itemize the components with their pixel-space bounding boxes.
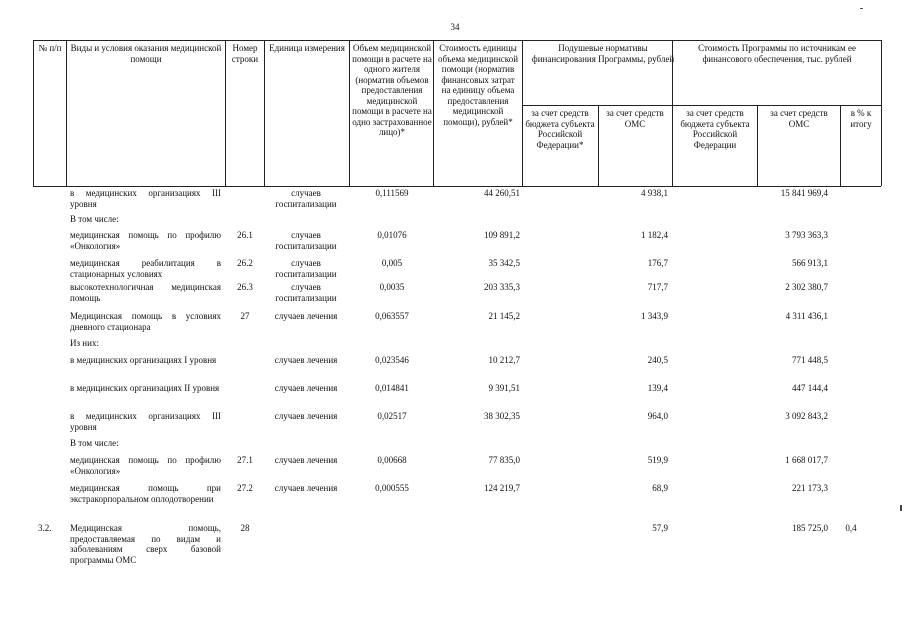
header-line: Номер строки: [231, 43, 259, 64]
row-oms: 519,9: [647, 455, 668, 465]
row-pct: 0,4: [845, 523, 857, 533]
row-oms: 1 343,9: [641, 311, 668, 321]
row-name: в медицинских организациях III уровня: [70, 411, 221, 432]
header-program-cost: Стоимость Программы по источникам ее финансового обеспечения, тыс. рублей: [698, 43, 856, 64]
row-cost: 77 835,0: [488, 455, 520, 465]
header-program-budget: за счет средств бюджета субъекта Российской Федерации: [680, 108, 750, 150]
row-volume: 0,014841: [375, 383, 409, 393]
row-unit: случаев лечения: [274, 411, 338, 421]
header-per-capita-oms: за счет средств ОМС: [606, 108, 664, 129]
row-program-oms: 3 793 363,3: [785, 230, 828, 240]
row-program-oms: 771 448,5: [792, 355, 828, 365]
row-oms: 240,5: [647, 355, 668, 365]
row-name: Медицинская помощь, предоставляемая по видам и заболеваниям сверх базовой программы ОМС: [70, 523, 221, 565]
row-oms: 4 938,1: [641, 188, 668, 198]
row-line: 26.2: [237, 258, 253, 268]
row-oms: 1 182,4: [641, 230, 668, 240]
row-line: 26.3: [237, 282, 253, 292]
row-cost: 44 260,51: [484, 188, 520, 198]
header-cost: Стоимость единицы объема медицинской помощи (норматив финансовых затрат на единицу объема предоставления медицинской помощи), рублей*: [437, 43, 519, 127]
row-volume: 0,02517: [377, 411, 407, 421]
header-program-pct: в % к итогу: [850, 108, 872, 129]
row-volume: 0,0035: [379, 282, 405, 292]
header-unit: Единица измерения: [269, 43, 345, 53]
row-unit: случаев лечения: [274, 355, 338, 365]
row-cost: 203 335,3: [484, 282, 520, 292]
row-volume: 0,023546: [375, 355, 409, 365]
header-program-oms: за счет средств ОМС: [770, 108, 828, 129]
row-name: в медицинских организациях II уровня: [70, 383, 220, 393]
header-num: № п/п: [38, 43, 62, 53]
row-line: 26.1: [237, 230, 253, 240]
row-cost: 10 212,7: [488, 355, 520, 365]
row-volume: 0,00668: [377, 455, 407, 465]
row-program-oms: 2 302 380,7: [785, 282, 828, 292]
row-oms: 176,7: [647, 258, 668, 268]
row-unit: случаев госпитализации: [275, 282, 337, 303]
row-volume: 0,111569: [375, 188, 409, 198]
row-program-oms: 15 841 969,4: [780, 188, 828, 198]
row-oms: 717,7: [647, 282, 668, 292]
row-program-oms: 4 311 436,1: [785, 311, 828, 321]
row-name: Медицинская помощь в условиях дневного стационара: [70, 311, 221, 332]
row-oms: 57,9: [652, 523, 668, 533]
row-unit: случаев госпитализации: [275, 258, 337, 279]
header-volume: Объем медицинской помощи в расчете на одного жителя (норматив объемов предоставления медицинской помощи в расчете на одно застрахованное лицо)*: [352, 43, 432, 137]
row-program-oms: 185 725,0: [792, 523, 828, 533]
header-per-capita-budget: за счет средств бюджета субъекта Российской Федерации*: [525, 108, 595, 150]
row-cost: 35 342,5: [488, 258, 520, 268]
row-volume: 0,005: [381, 258, 403, 268]
row-unit: случаев лечения: [274, 311, 338, 321]
row-oms: 964,0: [647, 411, 668, 421]
row-cost: 124 219,7: [484, 483, 520, 493]
row-unit: случаев лечения: [274, 383, 338, 393]
row-unit: случаев лечения: [274, 483, 338, 493]
row-unit: случаев госпитализации: [275, 188, 337, 209]
row-program-oms: 447 144,4: [792, 383, 828, 393]
row-cost: 38 302,35: [484, 411, 520, 421]
row-line: 27: [240, 311, 250, 321]
row-cost: 9 391,51: [488, 383, 520, 393]
row-name: в медицинских организациях III уровня: [70, 188, 221, 209]
row-name: в медицинских организациях I уровня: [70, 355, 217, 365]
row-oms: 68,9: [652, 483, 668, 493]
row-volume: 0,01076: [377, 230, 407, 240]
row-unit: случаев госпитализации: [275, 230, 337, 251]
row-name: медицинская помощь по профилю «Онкология»: [70, 230, 221, 251]
row-line: 27.1: [237, 455, 253, 465]
page-number: 34: [450, 22, 460, 32]
row-unit: случаев лечения: [274, 455, 338, 465]
row-program-oms: 221 173,3: [792, 483, 828, 493]
row-cost: 21 145,2: [488, 311, 520, 321]
row-name: Из них:: [70, 338, 99, 348]
row-volume: 0,063557: [375, 311, 409, 321]
row-volume: 0,000555: [375, 483, 409, 493]
row-name: медицинская помощь по профилю «Онкология»: [70, 455, 221, 476]
row-program-oms: 3 092 843,2: [785, 411, 828, 421]
row-name: медицинская реабилитация в стационарных условиях: [70, 258, 221, 279]
row-program-oms: 566 913,1: [792, 258, 828, 268]
row-oms: 139,4: [647, 383, 668, 393]
row-name: высокотехнологичная медицинская помощь: [70, 282, 221, 303]
header-per-capita: Подушевые нормативы финансирования Программы, рублей: [531, 43, 675, 64]
row-line: 27.2: [237, 483, 253, 493]
scan-mark: [900, 505, 902, 511]
row-program-oms: 1 668 017,7: [785, 455, 828, 465]
row-num: 3.2.: [38, 523, 52, 533]
row-name: медицинская помощь при экстракорпоральном оплодотворении: [70, 483, 221, 504]
scan-mark: [860, 8, 863, 9]
row-name: В том числе:: [70, 214, 119, 224]
row-line: 28: [240, 523, 250, 533]
row-name: В том числе:: [70, 438, 119, 448]
header-name: Виды и условия оказания медицинской помощи: [70, 43, 222, 64]
row-cost: 109 891,2: [484, 230, 520, 240]
